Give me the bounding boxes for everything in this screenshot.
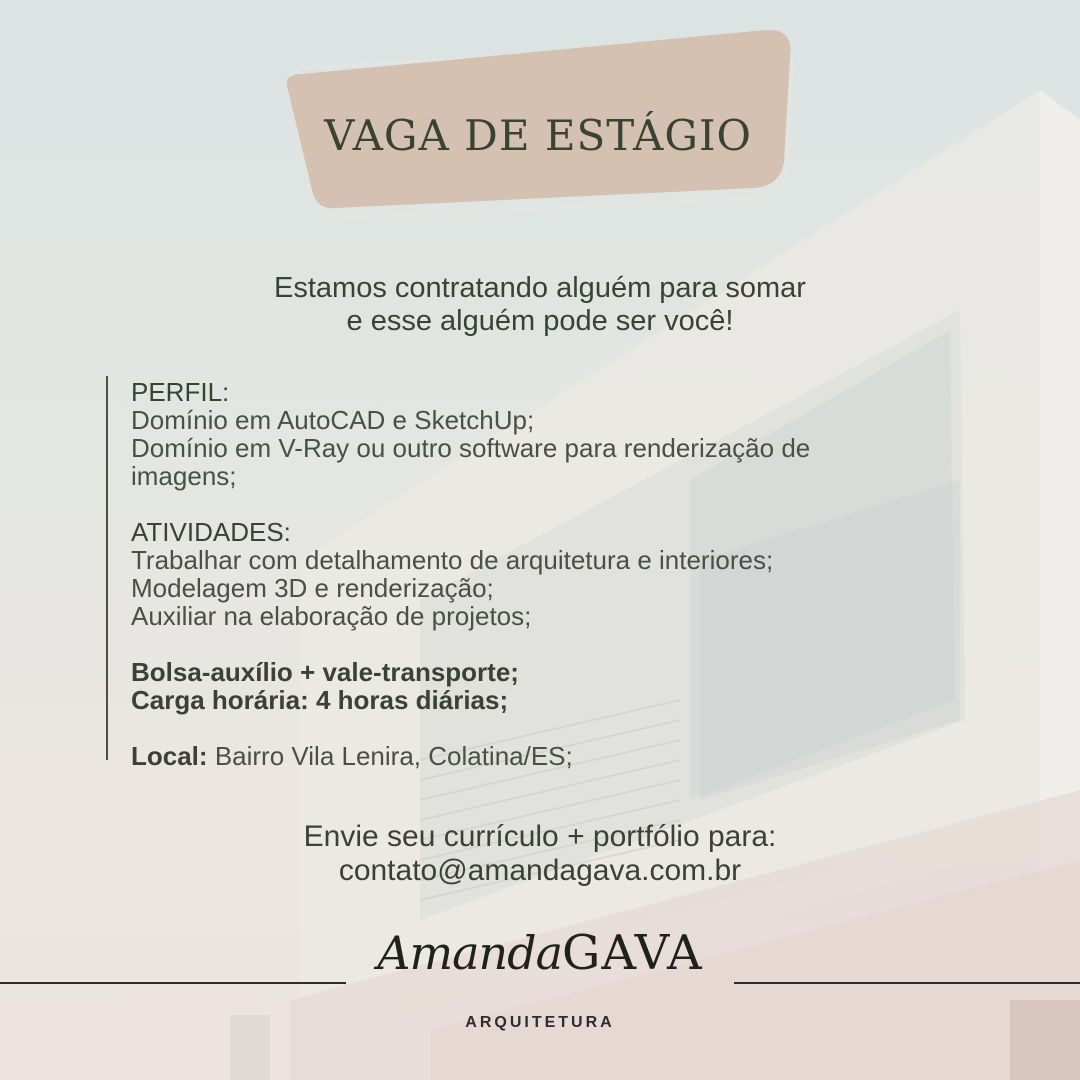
schedule-line: Carga horária: 4 horas diárias; bbox=[131, 685, 509, 715]
job-details bbox=[131, 378, 991, 770]
brand-logo bbox=[0, 925, 1080, 981]
cta-line: Envie seu currículo + portfólio para: bbox=[303, 820, 777, 853]
activity-item: Trabalhar com detalhamento de arquitetura e interiores; bbox=[131, 545, 774, 575]
logo-script-text: Amanda bbox=[377, 926, 563, 980]
profile-item: Domínio em V-Ray ou outro software para renderização de bbox=[131, 433, 811, 463]
benefits-line: Bolsa-auxílio + vale-transporte; bbox=[131, 657, 519, 687]
profile-item: imagens; bbox=[131, 461, 237, 491]
location-label: Local: bbox=[131, 741, 208, 771]
activity-item: Auxiliar na elaboração de projetos; bbox=[131, 601, 532, 631]
location-line bbox=[131, 742, 991, 770]
logo-rule-left bbox=[0, 982, 346, 984]
content-divider bbox=[106, 376, 108, 760]
activities-heading: ATIVIDADES: bbox=[131, 517, 291, 547]
profile-item: Domínio em AutoCAD e SketchUp; bbox=[131, 405, 535, 435]
contact-email[interactable]: contato@amandagava.com.br bbox=[338, 854, 742, 887]
intro-line-1: Estamos contratando alguém para somar bbox=[274, 272, 806, 304]
intro-line-2: e esse alguém pode ser você! bbox=[346, 305, 734, 337]
title-badge bbox=[278, 30, 798, 230]
location-value: Bairro Vila Lenira, Colatina/ES; bbox=[214, 741, 573, 771]
call-to-action bbox=[0, 820, 1080, 888]
logo-rule-right bbox=[734, 982, 1080, 984]
page-title: VAGA DE ESTÁGIO bbox=[324, 111, 752, 160]
intro-text bbox=[0, 272, 1080, 338]
logo-caps-text: GAVA bbox=[562, 925, 703, 981]
activity-item: Modelagem 3D e renderização; bbox=[131, 573, 494, 603]
profile-heading: PERFIL: bbox=[131, 377, 230, 407]
logo-subtitle: ARQUITETURA bbox=[465, 1014, 615, 1031]
